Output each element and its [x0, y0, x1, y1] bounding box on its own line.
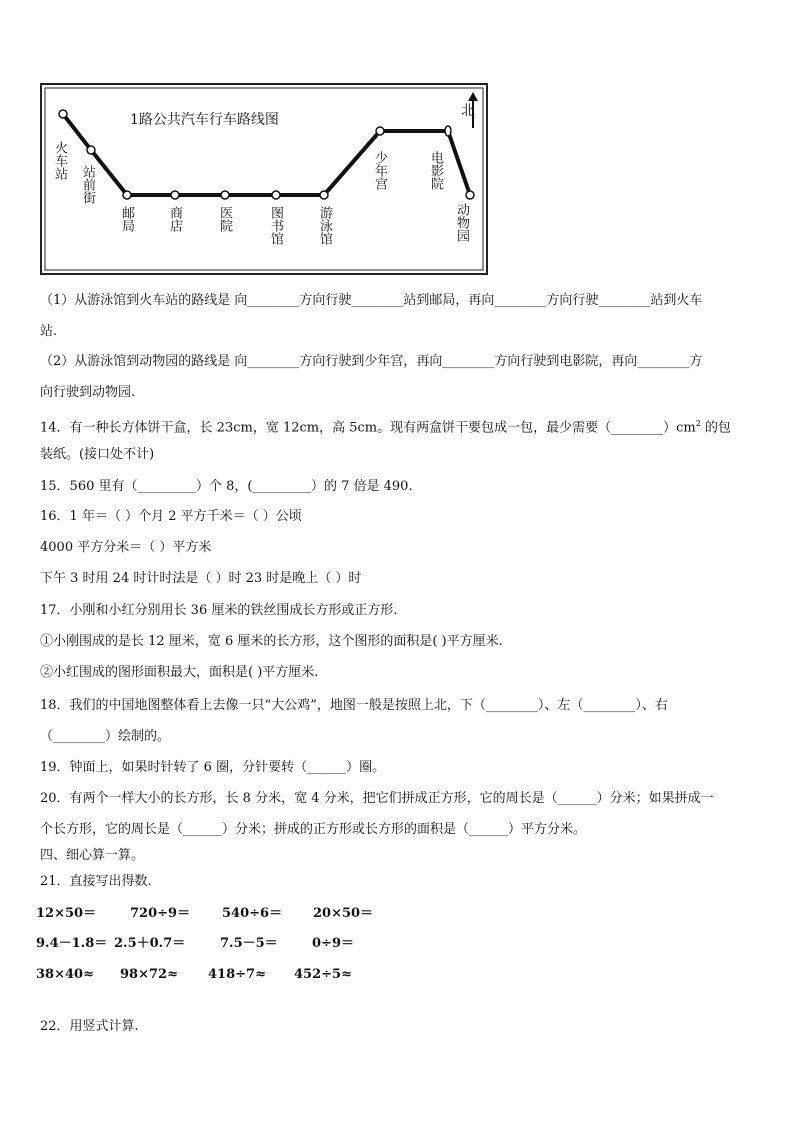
- q17-part2: ②小红围成的图形面积最大，面积是( )平方厘米.: [40, 665, 319, 680]
- calc-item: 540÷6＝: [222, 906, 283, 921]
- q14-text-end: 的包: [700, 420, 731, 436]
- stop-label: 少年宫: [372, 151, 387, 190]
- stop-label: 动物园: [454, 203, 469, 242]
- calc-item: 452÷5≈: [294, 967, 352, 982]
- q14-unit-exponent: 2: [695, 419, 701, 428]
- stop-dot: [221, 191, 229, 199]
- stop-dot: [59, 110, 67, 118]
- section-4-heading: 四、细心算一算。: [40, 848, 145, 863]
- q19-line: 19．钟面上，如果时针转了 6 圈，分针要转（______）圈。: [40, 760, 386, 775]
- q13-part2-line2: 向行驶到动物园.: [40, 385, 136, 400]
- calc-item: 418÷7≈: [208, 967, 266, 982]
- map-title: 1路公共汽车行车路线图: [130, 112, 279, 128]
- bus-route-map: [40, 83, 488, 275]
- q16-line3: 下午 3 时用 24 时计时法是（ ）时 23 时是晚上（ ）时: [40, 571, 362, 586]
- q17-line: 17．小刚和小红分别用长 36 厘米的铁丝围成长方形或正方形.: [40, 603, 398, 618]
- calc-item: 38×40≈: [36, 967, 94, 982]
- q13-part1-line1: （1）从游泳馆到火车站的路线是 向________方向行驶________站到邮局，再向________方向行驶________站到火车: [40, 293, 703, 308]
- calc-item: 9.4－1.8＝: [36, 936, 108, 951]
- stop-dot: [272, 191, 280, 199]
- q14-line2: 装纸。(接口处不计): [40, 447, 155, 462]
- north-label: 北: [461, 103, 475, 119]
- q16-line2: 4000 平方分米＝（ ）平方米: [40, 540, 212, 555]
- q13-part1-line2: 站.: [40, 324, 58, 339]
- q22-line: 22．用竖式计算.: [40, 1019, 139, 1034]
- q20-line2: 个长方形，它的周长是（______）分米；拼成的正方形或长方形的面积是（______）平方分米。: [40, 822, 587, 837]
- calc-item: 20×50＝: [313, 906, 374, 921]
- calc-item: 0÷9＝: [312, 936, 354, 951]
- stop-dot: [445, 126, 451, 136]
- q18-line1: 18．我们的中国地图整体看上去像一只“大公鸡”，地图一般是按照上北，下（________）、左（________）、右: [40, 698, 668, 713]
- stop-label: 邮局: [119, 206, 134, 232]
- q20-line1: 20．有两个一样大小的长方形，长 8 分米，宽 4 分米，把它们拼成正方形，它的周长是（______）分米；如果拼成一: [40, 791, 714, 806]
- stop-dot: [466, 191, 474, 199]
- calc-item: 7.5－5＝: [220, 936, 278, 951]
- calc-item: 2.5＋0.7＝: [114, 936, 186, 951]
- q16-line1: 16．1 年＝（ ）个月 2 平方千米＝（ ）公顷: [40, 509, 302, 524]
- calc-item: 98×72≈: [120, 967, 178, 982]
- calc-item: 720÷9＝: [130, 906, 191, 921]
- q14-text: 14．有一种长方体饼干盒，长 23cm，宽 12cm，高 5cm。现有两盒饼干要包成一包，最少需要（________）cm: [40, 420, 696, 436]
- stop-label: 商店: [167, 206, 182, 232]
- stop-label: 电影院: [428, 151, 443, 190]
- stop-dot: [87, 146, 95, 154]
- stop-dot: [171, 191, 179, 199]
- stop-label: 站前街: [80, 165, 95, 204]
- q18-line2: （________）绘制的。: [40, 729, 171, 744]
- q15-line: 15．560 里有（_________）个 8，(_________）的 7 倍是 490.: [40, 479, 413, 494]
- stop-label: 图书馆: [268, 206, 283, 245]
- stop-dot: [123, 191, 131, 199]
- q21-line: 21．直接写出得数.: [40, 874, 152, 889]
- stop-dot: [376, 127, 384, 135]
- q13-part2-line1: （2）从游泳馆到动物园的路线是 向________方向行驶到少年宫，再向________方向行驶到电影院，再向________方: [40, 354, 703, 369]
- q17-part1: ①小刚围成的是长 12 厘米，宽 6 厘米的长方形，这个图形的面积是( )平方厘米.: [40, 634, 503, 649]
- q14-line1: [40, 416, 731, 436]
- stop-label: 火车站: [52, 141, 67, 180]
- calc-item: 12×50＝: [36, 906, 97, 921]
- stop-label: 医院: [217, 206, 232, 232]
- stop-dot: [320, 191, 328, 199]
- stop-label: 游泳馆: [317, 206, 332, 245]
